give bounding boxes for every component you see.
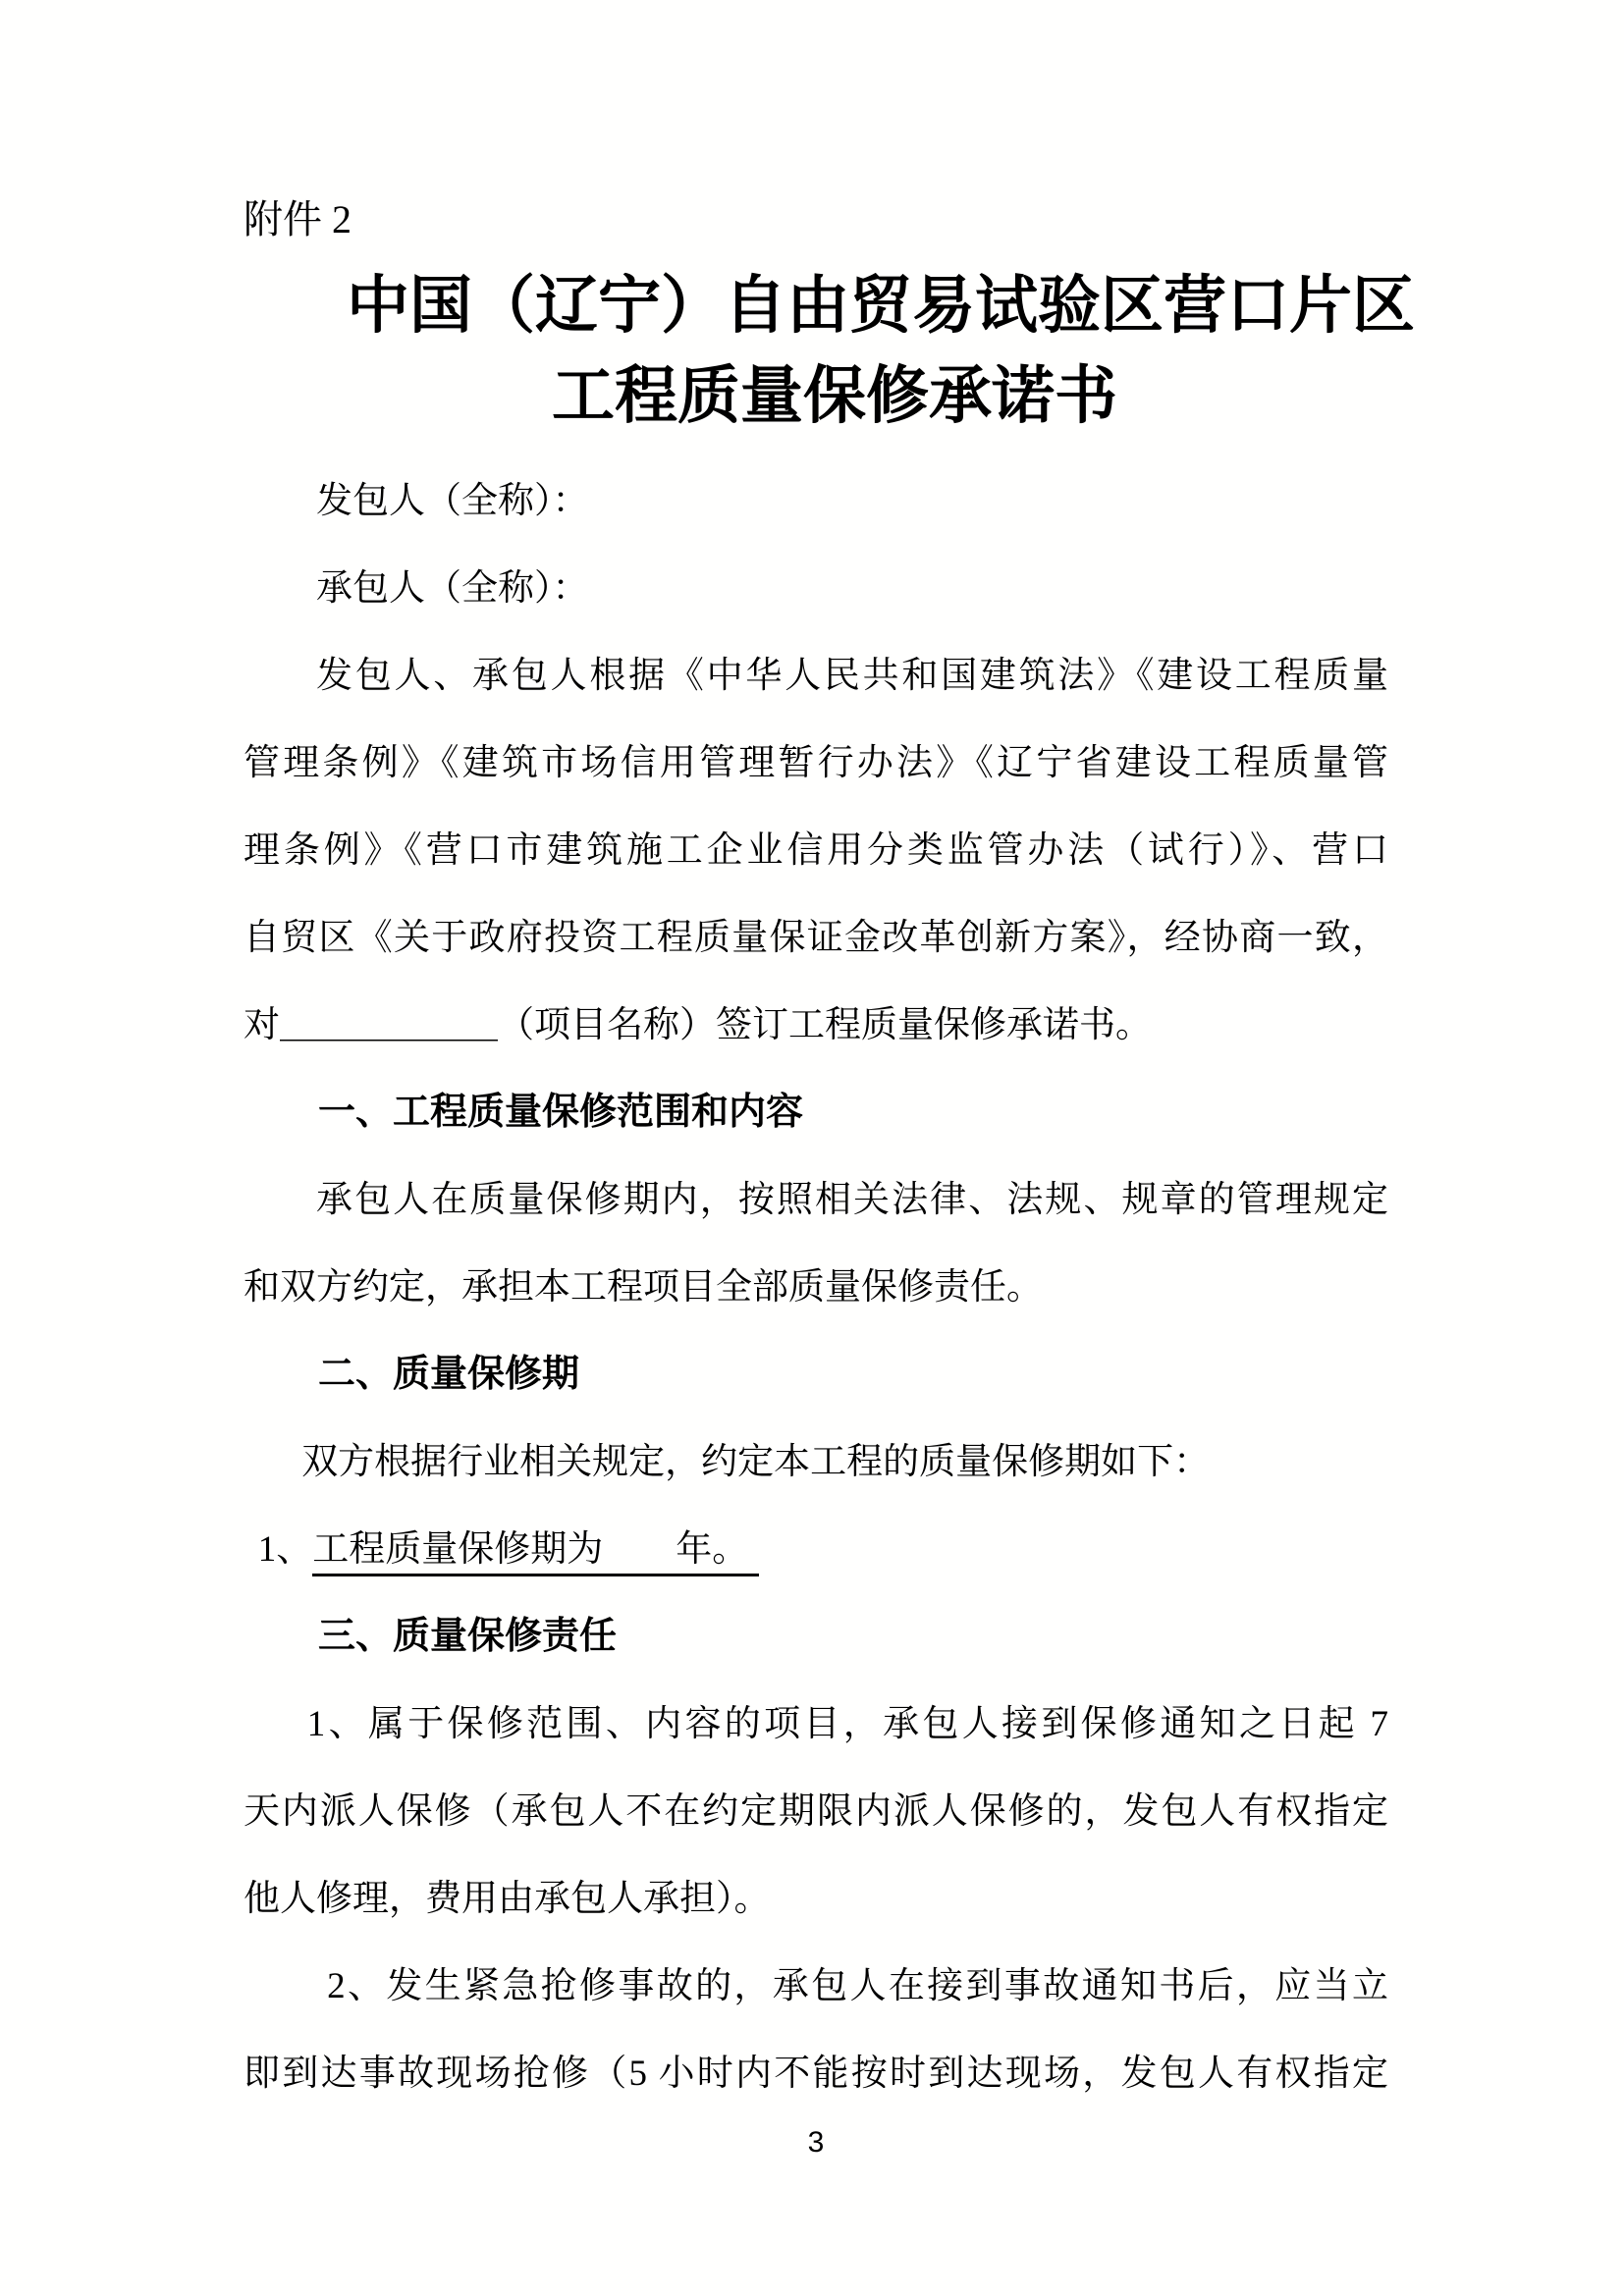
page-number: 3 (807, 2126, 825, 2159)
section2-line-1: 双方根据行业相关规定，约定本工程的质量保修期如下： (301, 1442, 1211, 1482)
item-number: 1、 (257, 1529, 313, 1570)
preamble-line-1: 发包人、承包人根据《中华人民共和国建筑法》《建设工程质量 (316, 656, 1388, 696)
document-title-line1: 中国（辽宁）自由贸易试验区营口片区 (347, 271, 1415, 341)
preamble-line-4: 自贸区《关于政府投资工程质量保证金改革创新方案》，经协商一致， (244, 918, 1388, 958)
section3-item1-line-3: 他人修理，费用由承包人承担）。 (244, 1879, 771, 1919)
section-heading-1: 一、工程质量保修范围和内容 (318, 1092, 804, 1133)
section3-item1-line-2: 天内派人保修（承包人不在约定期限内派人保修的，发包人有权指定 (244, 1791, 1388, 1832)
employer-field-label: 发包人（全称）： (316, 481, 589, 521)
section3-item2-line-1: 2、发生紧急抢修事故的，承包人在接到事故通知书后，应当立 (327, 1966, 1388, 2006)
preamble-line-3: 理条例》《营口市建筑施工企业信用分类监管办法（试行）》、营口 (244, 830, 1388, 871)
attachment-label: 附件 2 (244, 197, 352, 241)
warranty-period-item (244, 1506, 1388, 1593)
section-heading-3: 三、质量保修责任 (318, 1616, 618, 1657)
project-name-blank-line: 对＿＿＿＿＿＿（项目名称）签订工程质量保修承诺书。 (244, 1005, 1152, 1045)
section1-line-1: 承包人在质量保修期内，按照相关法律、法规、规章的管理规定 (316, 1180, 1388, 1220)
section3-item1-line-1: 1、属于保修范围、内容的项目，承包人接到保修通知之日起 7 (306, 1704, 1388, 1744)
section-heading-2: 二、质量保修期 (318, 1354, 580, 1395)
section1-line-2: 和双方约定，承担本工程项目全部质量保修责任。 (244, 1267, 1043, 1308)
contractor-field-label: 承包人（全称）： (316, 568, 589, 609)
section3-item2-line-2: 即到达事故现场抢修（5 小时内不能按时到达现场，发包人有权指定 (244, 2054, 1388, 2094)
warranty-period-blank: 工程质量保修期为 年。 (312, 1529, 759, 1576)
preamble-line-2: 管理条例》《建筑市场信用管理暂行办法》《辽宁省建设工程质量管 (244, 743, 1388, 783)
document-title-line2: 工程质量保修承诺书 (552, 361, 1117, 431)
